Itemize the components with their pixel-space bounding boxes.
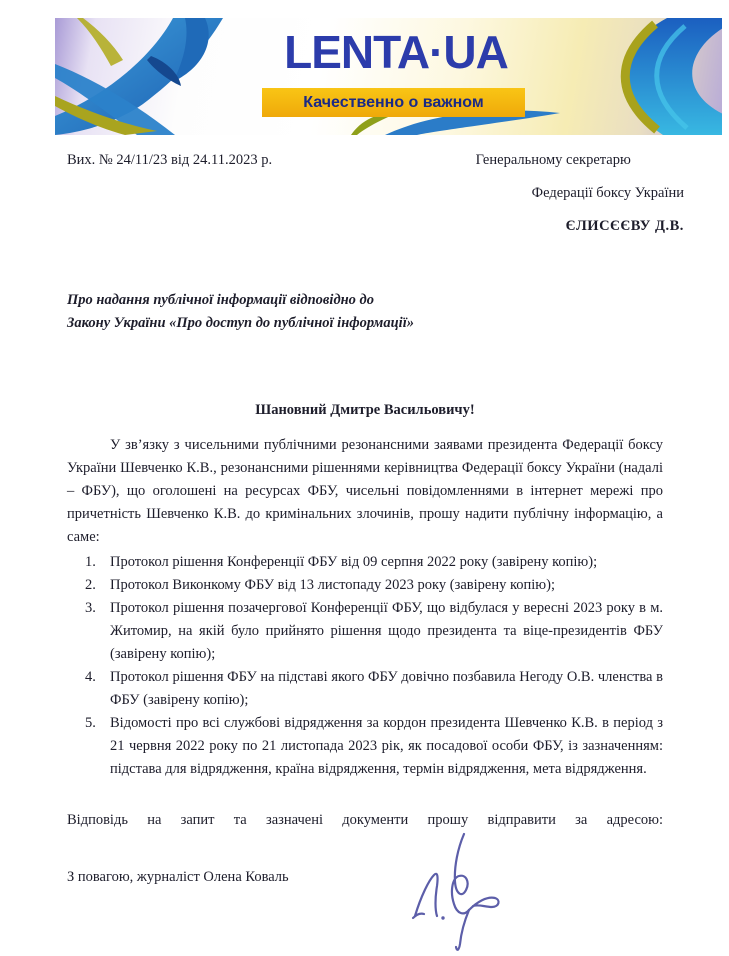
subject-block xyxy=(67,289,663,335)
response-request-line: Відповідь на запит та зазначені документи прошу відправити за адресою: xyxy=(67,812,663,828)
subject-line-2: Закону України «Про доступ до публічної інформації» xyxy=(67,315,414,331)
outgoing-reference-number: Вих. № 24/11/23 від 24.11.2023 р. xyxy=(67,152,273,168)
addressee-organization: Федерації боксу України xyxy=(531,185,684,201)
list-item: Протокол рішення Конференції ФБУ від 09 серпня 2022 року (завірену копію); xyxy=(110,554,598,570)
handwritten-signature xyxy=(405,830,509,954)
list-item: Протокол рішення ФБУ на підставі якого ФБУ довічно позбавила Негоду О.В. членства в ФБУ (завірену копію); xyxy=(110,669,663,708)
lenta-ua-logo: LENTA·UA xyxy=(284,26,508,78)
list-item: Протокол Виконкому ФБУ від 13 листопаду 2023 року (завірену копію); xyxy=(110,577,555,593)
intro-paragraph: У зв’язку з чисельними публічними резонансними заявами президента Федерації боксу України Шевченко К.В., резонансними рішеннями керівництва Федерації боксу України (надалі – ФБУ), що оголошені на ресурсах ФБУ, чисельні повідомленнями в інтернет мережі про причетність Шевченко К.В. до кримінальних злочинів, прошу надити публічну інформацію, а саме: xyxy=(67,437,663,545)
addressee-block xyxy=(476,150,684,236)
list-item: Протокол рішення позачергової Конференції ФБУ, що відбулася у вересні 2023 року в м. Житомир, на якій було прийнято рішення щодо президента та віце-президентів ФБУ (завірену копію); xyxy=(110,600,663,662)
subject-line-1: Про надання публічної інформації відповідно до xyxy=(67,292,374,308)
requested-documents-list xyxy=(67,551,663,781)
closing-line: З повагою, журналіст Олена Коваль xyxy=(67,869,289,885)
list-item: Відомості про всі службові відрядження за кордон президента Шевченко К.В. в період з 21 червня 2022 року по 21 листопада 2023 рік, як посадової особи ФБУ, із зазначенням: підстава для відрядження, країна відрядження, термін відрядження, мета відрядження. xyxy=(110,715,663,777)
salutation: Шановний Дмитре Васильовичу! xyxy=(255,402,475,418)
addressee-name: ЄЛИСЄЄВУ Д.В. xyxy=(565,218,684,234)
addressee-title: Генеральному секретарю xyxy=(475,152,631,168)
tagline-text: Качественно о важном xyxy=(303,93,484,111)
meta-row xyxy=(67,150,684,236)
